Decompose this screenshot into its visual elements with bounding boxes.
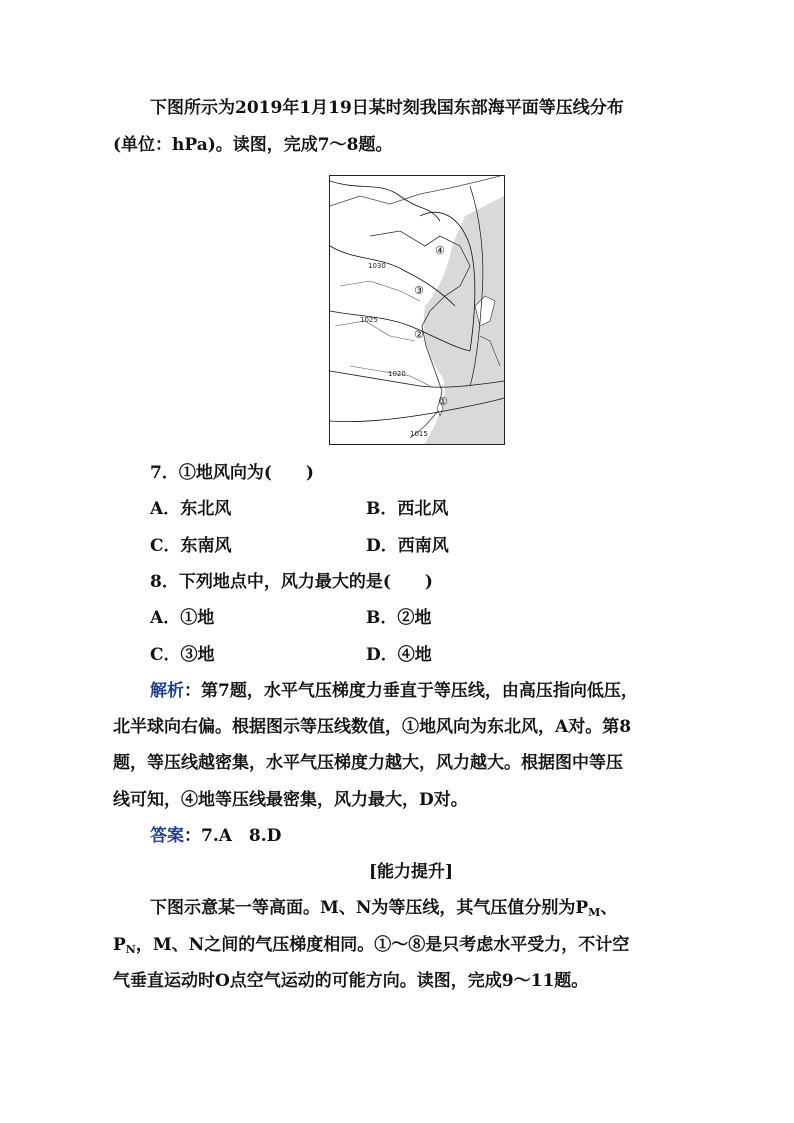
q7-option-c: C．东南风 (150, 536, 232, 556)
q8-option-d: D．④地 (366, 645, 432, 665)
analysis-text-1: ：第7题，水平气压梯度力垂直于等压线，由高压指向低压， (184, 681, 638, 701)
point-2-marker: ② (414, 328, 424, 341)
analysis-line-2: 北半球向右偏。根据图示等压线数值，①地风向为东北风，A对。第8 (113, 717, 632, 737)
next-intro-line-2 (113, 934, 629, 961)
analysis-line-4: 线可知，④地等压线最密集，风力最大，D对。 (113, 790, 468, 810)
analysis-line-1 (150, 680, 638, 702)
next-text-1b: 、 (600, 898, 618, 918)
answer-line (150, 825, 281, 847)
isobar-label-1030: 1030 (368, 262, 386, 270)
answer-text: ：7.A 8.D (184, 826, 282, 846)
analysis-line-3: 题，等压线越密集，水平气压梯度力越大，风力越大。根据图中等压 (113, 753, 623, 773)
point-1-marker: ① (438, 395, 448, 408)
q7-option-a: A．东北风 (150, 499, 232, 519)
q7-stem: 7．①地风向为( ) (150, 463, 314, 483)
next-text-2b: ，M、N之间的气压梯度相同。①～⑧是只考虑水平受力，不计空 (135, 935, 630, 955)
next-intro-line-3: 气垂直运动时O点空气运动的可能方向。读图，完成9～11题。 (113, 971, 589, 991)
q8-option-b: B．②地 (366, 608, 432, 628)
q7-option-b: B．西北风 (366, 499, 449, 519)
point-3-marker: ③ (414, 284, 424, 297)
isobar-label-1015: 1015 (410, 430, 428, 438)
isobar-map (329, 175, 505, 445)
answer-label: 答案 (150, 826, 184, 846)
section-heading: [能力提升] (369, 862, 454, 882)
intro-line-1: 下图所示为2019年1月19日某时刻我国东部海平面等压线分布 (150, 98, 624, 118)
next-text-2a: P (113, 935, 126, 955)
q8-option-a: A．①地 (150, 608, 215, 628)
q8-option-c: C．③地 (150, 645, 215, 665)
next-intro-line-1 (150, 897, 617, 924)
subscript-n: N (125, 943, 136, 956)
q8-stem: 8．下列地点中，风力最大的是( ) (150, 572, 433, 592)
isobar-label-1020: 1020 (388, 370, 406, 378)
intro-line-2: (单位：hPa)。读图，完成7～8题。 (113, 135, 393, 155)
q7-option-d: D．西南风 (366, 536, 449, 556)
isobar-label-1025: 1025 (360, 316, 378, 324)
analysis-label: 解析 (150, 681, 184, 701)
subscript-m: M (588, 906, 601, 919)
next-text-1a: 下图示意某一等高面。M、N为等压线，其气压值分别为P (150, 898, 589, 918)
point-4-marker: ④ (435, 244, 445, 257)
sea-shading (424, 196, 504, 444)
